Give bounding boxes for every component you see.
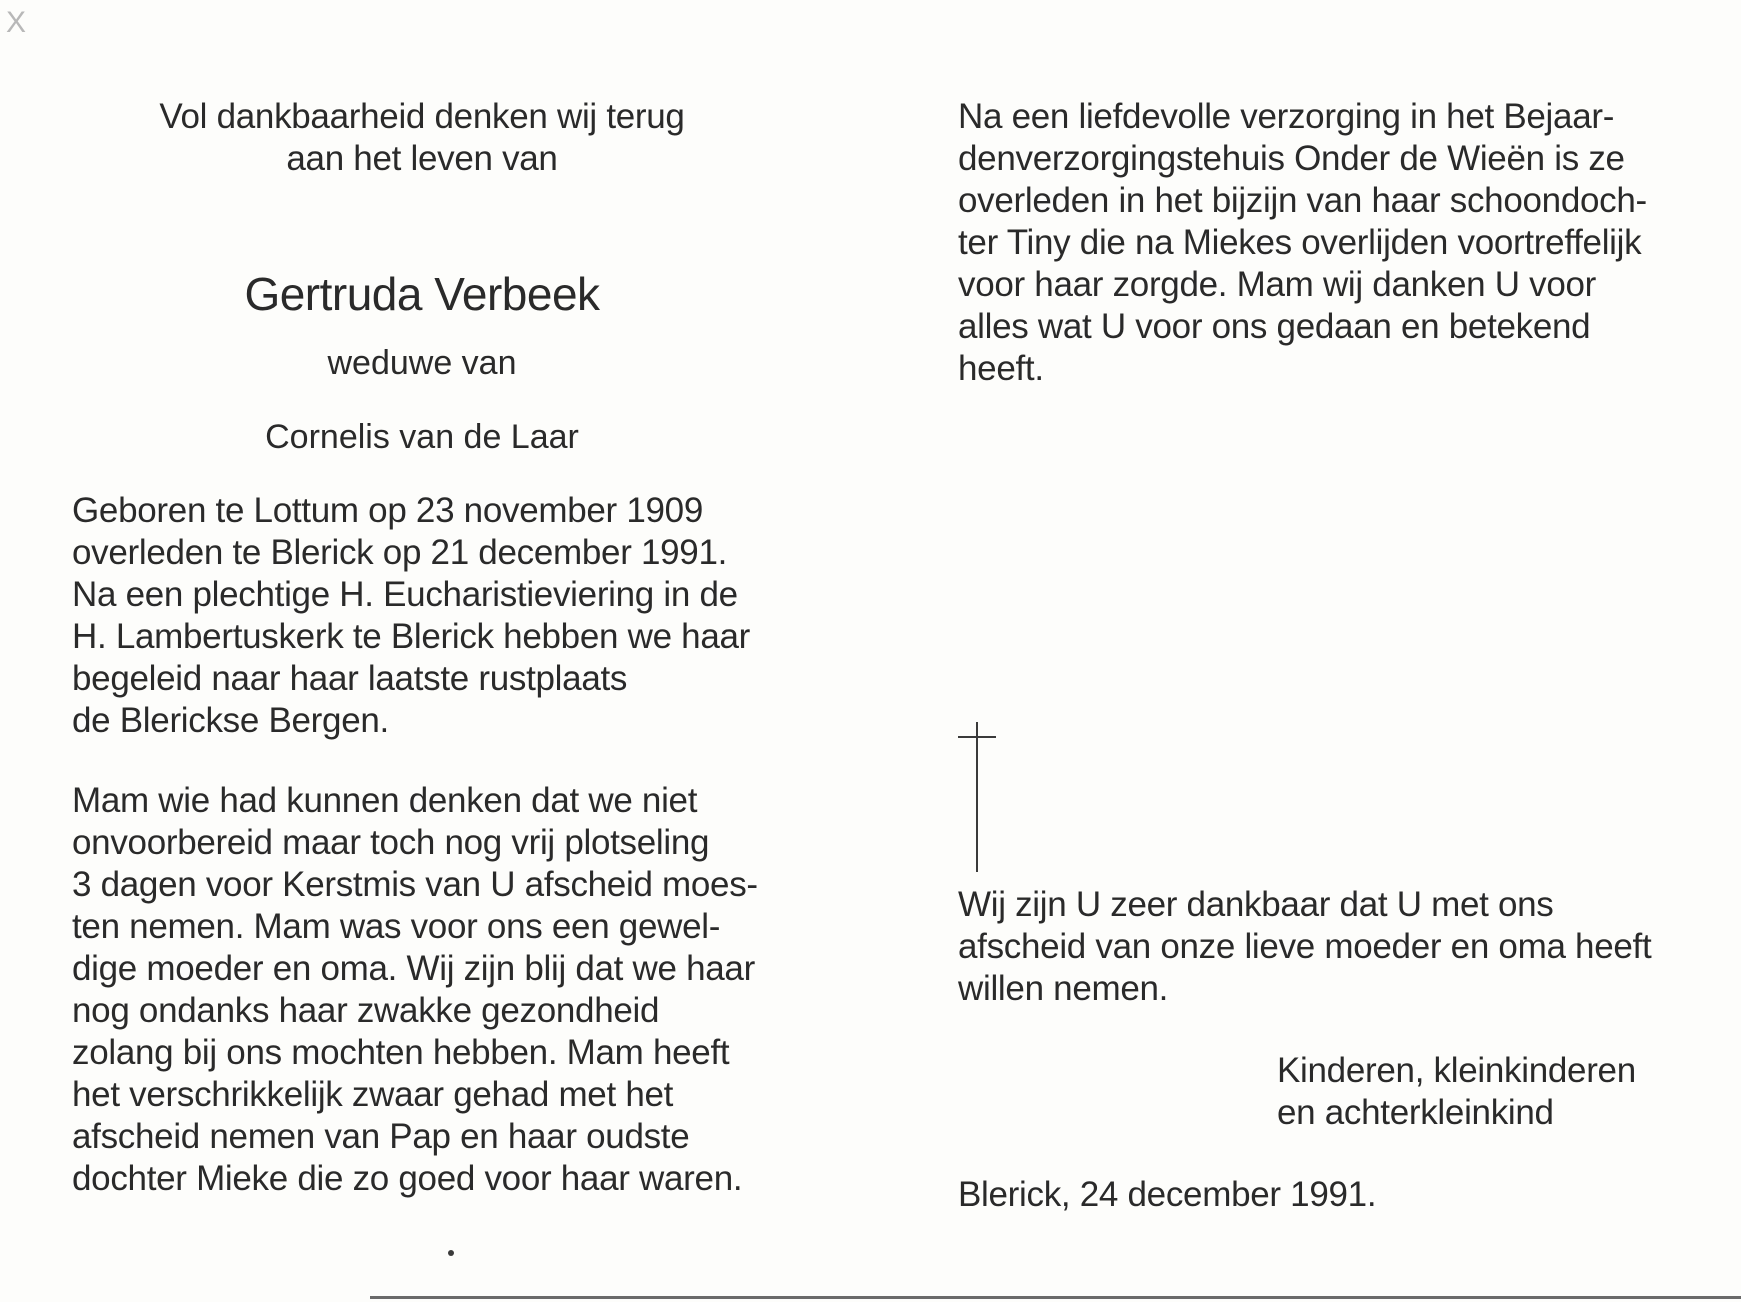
tribute-line: het verschrikkelijk zwaar gehad met het: [72, 1075, 674, 1114]
left-column: [72, 96, 772, 1200]
signature-line: Kinderen, kleinkinderen: [1277, 1051, 1636, 1090]
place-date: Blerick, 24 december 1991.: [958, 1175, 1377, 1214]
intro-text: [72, 96, 772, 180]
tribute-line: zolang bij ons mochten hebben. Mam heeft: [72, 1033, 730, 1072]
care-line: heeft.: [958, 349, 1044, 388]
thanks-line: willen nemen.: [958, 969, 1169, 1008]
bio-line: de Blerickse Bergen.: [72, 701, 389, 740]
care-line: overleden in het bijzijn van haar schoondoch-: [958, 181, 1647, 220]
care-line: denverzorgingstehuis Onder de Wieën is ze: [958, 139, 1625, 178]
thanks-line: Wij zijn U zeer dankbaar dat U met ons: [958, 885, 1554, 924]
bio-line: overleden te Blerick op 21 december 1991.: [72, 533, 728, 572]
tribute-line: 3 dagen voor Kerstmis van U afscheid moes-: [72, 865, 758, 904]
print-dot: [448, 1250, 454, 1256]
tribute-line: afscheid nemen van Pap en haar oudste: [72, 1117, 690, 1156]
signature-line: en achterkleinkind: [1277, 1093, 1554, 1132]
tribute-line: onvoorbereid maar toch nog vrij plotseling: [72, 823, 710, 862]
care-line: voor haar zorgde. Mam wij danken U voor: [958, 265, 1597, 304]
bio-line: Na een plechtige H. Eucharistieviering in de: [72, 575, 738, 614]
bio-line: H. Lambertuskerk te Blerick hebben we haar: [72, 617, 751, 656]
tribute-line: nog ondanks haar zwakke gezondheid: [72, 991, 660, 1030]
care-line: Na een liefdevolle verzorging in het Bejaar-: [958, 97, 1615, 136]
tribute-line: dige moeder en oma. Wij zijn blij dat we haar: [72, 949, 755, 988]
tribute-paragraph: [72, 780, 772, 1200]
intro-line: Vol dankbaarheid denken wij terug: [159, 97, 685, 136]
bio-paragraph: [72, 490, 772, 742]
right-column: [958, 96, 1650, 390]
deceased-name: Gertruda Verbeek: [244, 268, 600, 320]
intro-line: aan het leven van: [286, 139, 558, 178]
bottom-edge-line: [370, 1296, 1741, 1299]
care-line: ter Tiny die na Miekes overlijden voortreffelijk: [958, 223, 1642, 262]
signature-block: [1277, 1050, 1636, 1134]
tribute-line: ten nemen. Mam was voor ons een gewel-: [72, 907, 721, 946]
care-line: alles wat U voor ons gedaan en betekend: [958, 307, 1591, 346]
widow-of-label: weduwe van: [327, 344, 517, 382]
tribute-line: Mam wie had kunnen denken dat we niet: [72, 781, 698, 820]
bio-line: Geboren te Lottum op 23 november 1909: [72, 491, 704, 530]
corner-mark: X: [6, 6, 27, 39]
cross-icon: [958, 722, 996, 872]
thanks-line: afscheid van onze lieve moeder en oma heeft: [958, 927, 1652, 966]
thanks-paragraph: [958, 884, 1650, 1010]
tribute-line: dochter Mieke die zo goed voor haar waren.: [72, 1159, 743, 1198]
husband-name: Cornelis van de Laar: [265, 418, 579, 456]
bio-line: begeleid naar haar laatste rustplaats: [72, 659, 628, 698]
care-paragraph: [958, 96, 1650, 390]
